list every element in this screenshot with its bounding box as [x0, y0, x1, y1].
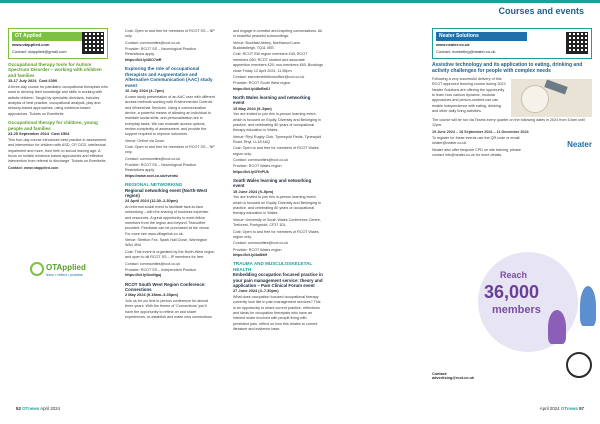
event-date: 15-17 July 2024: [8, 78, 37, 84]
event-contact: Contact: communities@rcot.co.uk: [233, 158, 289, 163]
neater-contact[interactable]: Contact: marketing@neater.co.uk: [436, 49, 496, 55]
event-body: An informal social event to facilitate face-to-face networking – with the sharing of business expertise and resources. A great opportunity to meet fellow members from the region and beyond. Tea/coffee provided. Feedback can be purchased at the venue. For more see www.villagelink.co.uk.: [125, 204, 211, 236]
section-heading: TRAUMA AND MUSCULOSKELETAL HEALTH: [233, 261, 313, 272]
member-contact: [432, 372, 474, 380]
event-title: South Wales learning and networking event: [233, 178, 312, 189]
event-link[interactable]: https://bit.ly/48eBn6J: [233, 86, 271, 91]
neater-ad: [432, 28, 592, 238]
otapplied-banner: OT Applied: [12, 32, 104, 41]
event-body: You are invited to join this in-person learning event, which is focused on Equity, Diversity and Belonging in practice, and celebrating 80 years of occupational therapy education in Wales.: [233, 195, 321, 216]
event-provider: Provider: RCOT Wales region: [233, 164, 282, 169]
otapplied-ad-box: [8, 28, 108, 59]
issue-date: April 2024: [539, 406, 560, 411]
wheelchair-icon: [566, 352, 592, 378]
section-heading: REGIONAL NETWORKING: [125, 182, 183, 188]
page-number: 57: [579, 406, 584, 411]
member-contact-email[interactable]: advertising@rcot.co.uk: [432, 376, 475, 380]
qr-code-icon: [566, 32, 588, 54]
event-cost: Cost: Open to and free for members of RCOT SS – NP only.: [125, 145, 215, 155]
otapplied-logo: [30, 260, 90, 286]
column-2: [125, 28, 215, 398]
event-cost: Cost: RCOT SW region members £40; RCOT members £60; RCOT student and associate apprentice members £20; non-members £60. Bookings close Friday 12 April 2024, 11.55pm.: [233, 52, 323, 73]
event-title: Embedding occupation focused practice in your pain management service: theory and application – Pain Clinical Forum event: [233, 272, 323, 288]
event-link[interactable]: https://www.rcot.co.uk/events/: [125, 173, 179, 178]
person-illustration: [548, 310, 566, 344]
neater-title: Assistive technology and its application to eating, drinking and activity challenges for people with complex needs: [432, 61, 583, 74]
event-provider: Provider: RCOT South West region: [233, 81, 291, 86]
qr-code-icon: [82, 32, 104, 54]
member-label: members: [492, 304, 541, 316]
column-3: [233, 28, 323, 398]
event-cost: Cost: Open to and free for members of RCOT SS – NP only.: [125, 29, 215, 39]
otapplied-logo-tagline: learn • reflect • practise: [46, 273, 83, 277]
event-date: 19 June 2024 (9–5pm): [233, 188, 274, 194]
publication-name: OTnews: [560, 406, 578, 411]
person-illustration: [580, 286, 596, 326]
event-title: North Wales learning and networking event: [233, 94, 311, 106]
column-1: [8, 28, 108, 398]
event-body: A three-day course for paediatric occupational therapists who want to develop their knowledge and skills in working with autistic children. Taught by specialist clinicians. Includes analysis of best practice, occupational analysis, play and sensory-based approaches, using evidence-based approaches. Tickets on Eventbrite.: [8, 85, 108, 116]
event-cost: Cost £390: [38, 78, 58, 84]
event-contact: Contact: swrcotexhibitionsoffice@rcot.co.uk: [233, 74, 305, 79]
page-number: 52: [16, 406, 21, 411]
event-body: What does occupation focused occupational therapy currently look like in pain management services? This is an opportunity to share current practice, reflections and ideas for occupation therapists who have an interest in/are involved with people living with persistent pain, reflect on how this relates to current literature and evidence base.: [233, 294, 321, 331]
otapplied-contact[interactable]: Contact: otapplied@gmail.com: [12, 49, 67, 55]
member-contact-label: Contact:: [432, 372, 448, 376]
event-provider: Provider: RCOT Wales region: [233, 247, 282, 252]
event-title: Occupational therapy for children, young people and families: [8, 120, 98, 131]
event-body: This four-day course introduces best practice in assessment and intervention for children with ASD, CP, DCD, intellectual impairment and more, from birth to school leaving age. A focus on holistic evidence based approaches and effective intervention from referral to discharge. Tickets on Eventbrite.: [8, 137, 107, 164]
event-venue: Venue: Buckfast Abbey, Northwood Lane, Buckfastleigh, TQ11 0EE.: [233, 40, 301, 51]
event-venue: Venue: University of South Wales Conference Centre, Treforest, Pontypridd, CF37 1DL: [233, 217, 321, 228]
publication-name: OTnews: [22, 406, 40, 411]
neater-logo: Neater: [567, 139, 592, 149]
neater-site[interactable]: www.neater.co.uk: [436, 42, 470, 48]
event-cost: Cost £504: [51, 131, 70, 137]
event-contact: Contact: communities@rcot.co.uk: [125, 261, 181, 266]
event-link[interactable]: https://bit.ly/3YhPUk: [233, 169, 269, 174]
event-link[interactable]: https://bit.ly/3xxNgoj: [125, 273, 162, 278]
otapplied-logo-icon: [30, 262, 44, 276]
header-strip: [0, 0, 600, 3]
event-contact[interactable]: Contact: www.otapplied.com: [8, 165, 59, 170]
event-title: Regional networking event (North-West region): [125, 187, 208, 198]
event-provider: Provider: RCOT SS – Independent Practice: [125, 267, 197, 272]
event-date: 15 May 2024 (9–5pm): [233, 105, 272, 111]
event-date: 27 June 2024 (4–7.30pm): [233, 288, 279, 294]
otapplied-logo-name: OTApplied: [46, 263, 86, 272]
page-title: Courses and events: [498, 6, 584, 16]
neater-info: Neater also offer bespoke CPD on site training, please contact info@neater.co.uk for more details.: [432, 147, 521, 157]
event-venue: Venue: Online via Zoom.: [125, 138, 166, 143]
event-cost: Cost: Open to and free for members of RCOT Wales region only.: [233, 146, 319, 156]
neater-body: The course will be run via Teams every quarter on the following dates in 2024 from 10am until 12pm:: [432, 117, 585, 128]
event-cost: Cost: Open to and free for members of RCOT Wales region only.: [233, 229, 319, 239]
event-date: 24 April 2024 (12.30–2.30pm): [125, 198, 178, 204]
event-body: You are invited to join this in-person learning event, which is focused on Equity, Diversity and Belonging in practice, and celebrating 80 years of occupational therapy education in Wales.: [233, 112, 321, 133]
event-provider: Provider: RCOT SS – Neurological Practice. Restrictions apply.: [125, 163, 198, 173]
footer-right: [540, 406, 584, 411]
event-contact: Contact: communities@rcot.co.uk: [233, 241, 289, 246]
neater-ad-box: [432, 28, 592, 59]
event-cost: Cost: This event is organised by the North-West region and open to all RCOT SS – IP members for free.: [125, 249, 215, 260]
otapplied-site[interactable]: www.otapplied.com: [12, 42, 50, 48]
event-date: 10 July 2024 (4–7pm): [125, 88, 164, 94]
event-date: 23-25 September 2024: [8, 131, 49, 137]
event-contact: Contact: communities@rcot.co.uk: [125, 40, 181, 45]
footer-left: [16, 406, 60, 411]
event-title: RCOT South West Region Conference: Connections: [125, 281, 206, 292]
event-link[interactable]: https://bit.ly/4o8tkH: [233, 252, 268, 257]
event-title: Occupational therapy tools for Autism Spectrum Disorder – working with children and families: [8, 61, 102, 78]
page-header: [0, 0, 600, 20]
event-link[interactable]: https://bit.ly/46O7wR: [125, 57, 162, 62]
event-body: and engage in creative and inspiring conversations. All in beautiful peaceful surroundings.: [233, 29, 322, 39]
plate-image: [521, 85, 549, 113]
event-provider: Provider: RCOT SS – Neurological Practice. Restrictions apply.: [125, 47, 198, 57]
issue-date: April 2024: [40, 406, 60, 411]
member-reach-text: Reach: [500, 270, 528, 280]
event-contact: Contact: communities@rcot.co.uk: [125, 156, 181, 161]
event-date: 2 May 2024 (9.15am–3.30pm): [125, 292, 178, 298]
member-count: 36,000: [484, 282, 540, 302]
membership-ad: [430, 240, 600, 400]
neater-product-photo: [511, 79, 592, 117]
neater-dates: 19 June 2024 – 18 September 2024 – 11 December 2024: [432, 129, 529, 134]
event-title: Exploring the role of occupational therapists and Augmentative and Alternative Communication (AAC) study event: [125, 66, 213, 88]
neater-register: To register for these events use the QR code or email: neater@neater.co.uk: [432, 135, 521, 146]
event-venue: Venue: Stretton Fox, Spark Hall Close, Warrington WA4 4NU: [125, 238, 208, 248]
event-body: A case study presentation of an AAC user with different access methods working with Environmental Controls and Wheelchair Services. Using a communication device, a powerful means of allowing an individual to maintain social skills, and personalisation are in everyday tasks. We can evaluate access options, review complexity of assessment, and provide the support required to improve outcomes.: [125, 94, 215, 137]
event-body: Join us for our first in-person conference for almost three years. With the theme of 'Connections' you'll have the opportunity to reflect on and share experiences, re-establish and make new connections: [125, 298, 212, 319]
neater-banner: Neater Solutions: [436, 32, 527, 41]
event-venue: Venue: Rhyl Rugby Club, Tynewydd Fields, Tynewydd Road, Rhyl, LL18 4AQ: [233, 134, 322, 144]
neater-body: Following a very successful delivery of this RCOT approved learning course during 2023 Neater Solutions are offering the opportunity to learn how various dynamic, modular approaches and person-centred use can enable independence with eating, drinking and other daily living activities.: [432, 76, 506, 113]
